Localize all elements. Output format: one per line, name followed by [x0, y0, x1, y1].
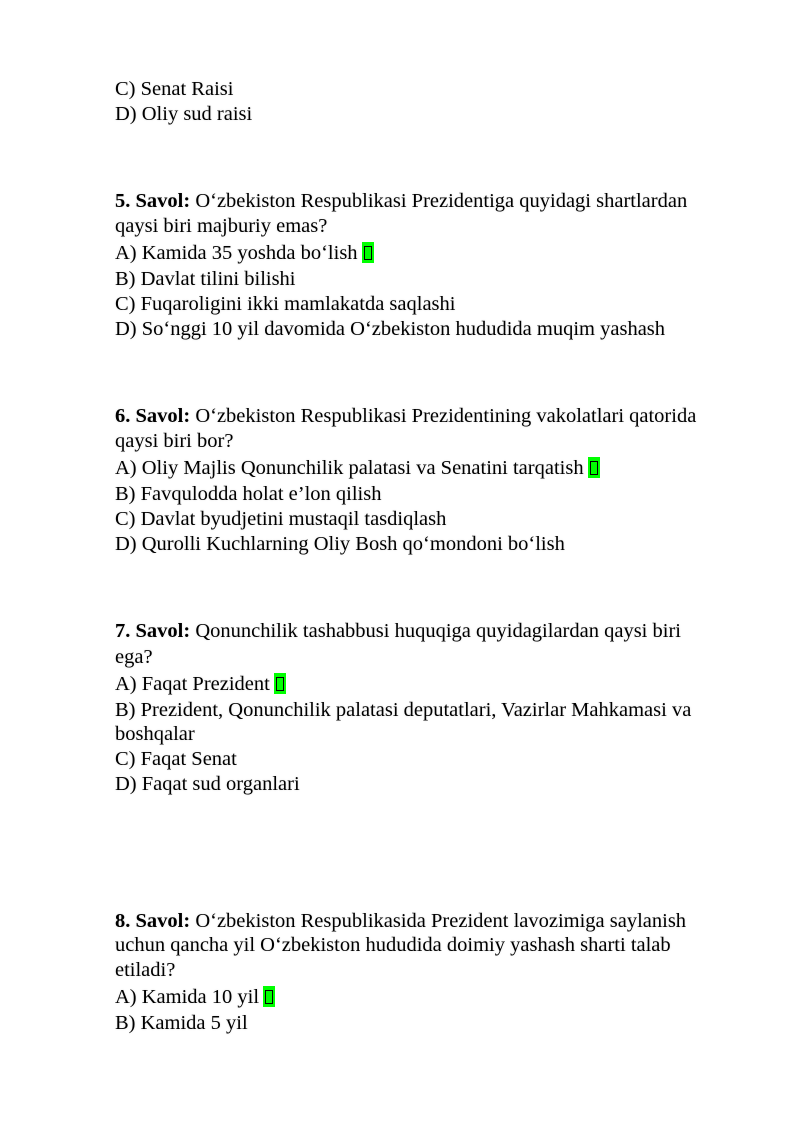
question-8-line-2: uchun qancha yil O‘zbekiston hududida doimiy yashash sharti talab	[115, 934, 671, 956]
question-5-option-b: B) Davlat tilini bilishi	[115, 268, 296, 290]
check-marker-icon	[263, 986, 275, 1007]
question-7-option-b-line-1: B) Prezident, Qonunchilik palatasi deputatlari, Vazirlar Mahkamasi va	[115, 699, 692, 721]
check-marker-icon	[588, 457, 600, 478]
option-label: A) Kamida 10 yil	[115, 986, 260, 1008]
question-5-option-a	[115, 241, 374, 266]
question-7-text: Qonunchilik tashabbusi huquqiga quyidagilardan qaysi biri	[190, 620, 681, 642]
prev-option-c: C) Senat Raisi	[115, 78, 234, 100]
question-7-option-c: C) Faqat Senat	[115, 748, 237, 770]
question-8-line-1	[115, 909, 686, 934]
question-6-option-d: D) Qurolli Kuchlarning Oliy Bosh qo‘mondoni bo‘lish	[115, 533, 565, 555]
question-5-option-d: D) So‘nggi 10 yil davomida O‘zbekiston hududida muqim yashash	[115, 318, 666, 340]
option-label: A) Faqat Prezident	[115, 673, 270, 695]
question-6-option-c: C) Davlat byudjetini mustaqil tasdiqlash	[115, 508, 447, 530]
question-8-option-a	[115, 985, 275, 1010]
question-8-line-3: etiladi?	[115, 959, 176, 981]
question-6-text: O‘zbekiston Respublikasi Prezidentining vakolatlari qatorida	[190, 405, 697, 427]
question-7-option-b-line-2: boshqalar	[115, 723, 195, 745]
question-5-line-1	[115, 189, 687, 214]
question-5-line-2: qaysi biri majburiy emas?	[115, 215, 328, 237]
question-8-text: O‘zbekiston Respublikasida Prezident lavozimiga saylanish	[190, 910, 687, 932]
check-marker-icon	[362, 242, 374, 263]
question-7-line-1	[115, 619, 681, 644]
question-7-option-d: D) Faqat sud organlari	[115, 773, 300, 795]
question-8-option-b: B) Kamida 5 yil	[115, 1012, 248, 1034]
question-6-number: 6. Savol:	[115, 405, 191, 427]
option-label: A) Oliy Majlis Qonunchilik palatasi va Senatini tarqatish	[115, 457, 584, 479]
option-label: A) Kamida 35 yoshda bo‘lish	[115, 242, 358, 264]
question-6-option-a	[115, 456, 600, 481]
question-5-text: O‘zbekiston Respublikasi Prezidentiga quyidagi shartlardan	[190, 190, 688, 212]
question-7-option-a	[115, 672, 286, 697]
question-7-number: 7. Savol:	[115, 620, 191, 642]
question-8-number: 8. Savol:	[115, 910, 191, 932]
question-6-line-2: qaysi biri bor?	[115, 430, 234, 452]
question-5-option-c: C) Fuqaroligini ikki mamlakatda saqlashi	[115, 293, 456, 315]
question-5-number: 5. Savol:	[115, 190, 191, 212]
question-6-option-b: B) Favqulodda holat e’lon qilish	[115, 483, 382, 505]
question-6-line-1	[115, 404, 696, 429]
check-marker-icon	[274, 673, 286, 694]
question-7-line-2: ega?	[115, 646, 153, 668]
prev-option-d: D) Oliy sud raisi	[115, 103, 253, 125]
